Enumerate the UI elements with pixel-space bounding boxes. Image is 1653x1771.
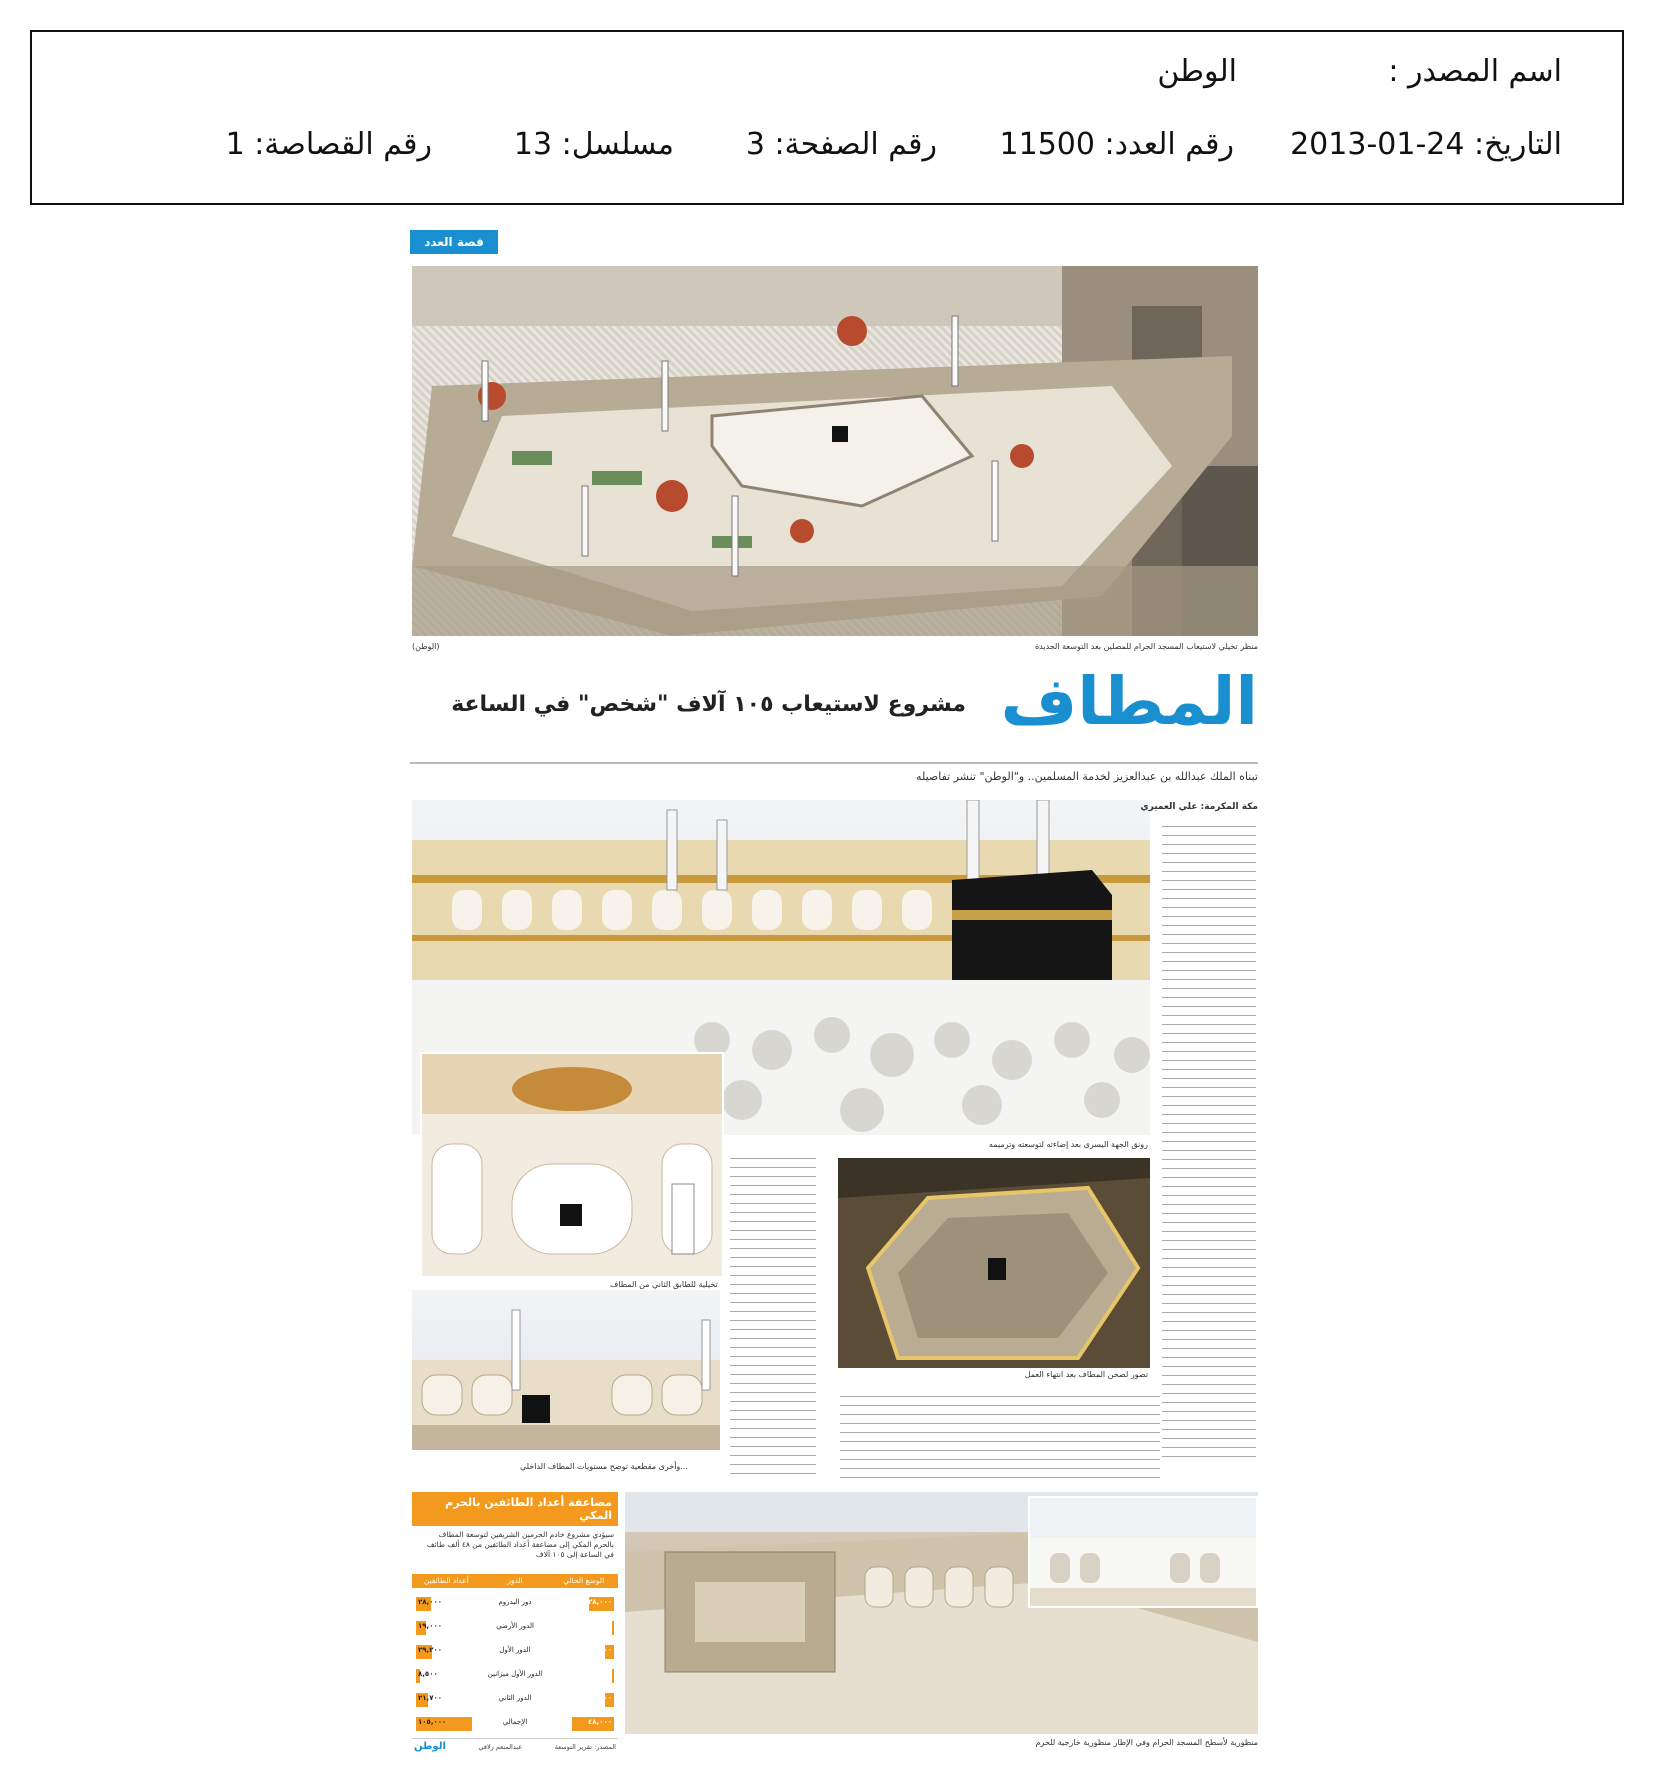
night-mataf-photo — [838, 1158, 1150, 1368]
top-photo-caption: منظر تخيلي لاستيعاب المسجد الحرام للمصلين بعد التوسعة الجديدة — [1034, 642, 1258, 651]
issue-field: رقم العدد: 11500 — [999, 127, 1234, 162]
current-bar — [612, 1669, 614, 1683]
infobox-source: المصدر: تقرير التوسعة — [554, 1742, 616, 1751]
subheadline: تبناه الملك عبدالله بن عبدالعزيز لخدمة المسلمين.. و"الوطن" تنشر تفاصيله — [916, 770, 1258, 783]
level-label: دور البدروم — [498, 1598, 532, 1606]
exterior-inset-illustration — [1030, 1498, 1256, 1606]
header-level: الدور — [507, 1576, 523, 1585]
section-tag: قصة العدد — [410, 230, 498, 254]
after-value: ١٩,٠٠٠ — [418, 1622, 443, 1630]
headline-divider — [410, 762, 1258, 764]
infobox-row — [412, 1640, 618, 1664]
clip-number-field: رقم القصاصة: 1 — [225, 127, 432, 162]
infobox-row — [412, 1592, 618, 1616]
after-value: ٢١,٧٠٠ — [418, 1694, 443, 1702]
source-value: الوطن — [1157, 54, 1237, 89]
infobox-row — [412, 1712, 618, 1736]
infobox-title: مضاعفة أعداد الطائفين بالحرم المكي — [412, 1492, 618, 1526]
level-label: الإجمالي — [502, 1718, 528, 1726]
top-photo-credit: (الوطن) — [412, 642, 440, 651]
current-value: ٢٨,٠٠٠ — [587, 1598, 612, 1606]
second-floor-rendering — [420, 1052, 724, 1278]
clipping-header-box — [30, 30, 1624, 205]
after-value: ٢٩,٢٠٠ — [418, 1646, 443, 1654]
current-bar — [612, 1621, 614, 1635]
infobox-intro: سيؤدي مشروع خادم الحرمين الشريفين لتوسعة المطاف بالحرم المكي إلى مضاعفة أعداد الطائفين من ٤٨ ألف طائف في الساعة إلى ١٠٥ آلاف — [426, 1530, 614, 1559]
haram-aerial-illustration — [412, 266, 1258, 636]
infobox-row — [412, 1664, 618, 1688]
interior-section-rendering — [412, 1290, 720, 1450]
byline: مكة المكرمة: علي العميري — [1140, 802, 1258, 812]
article-text-column-right — [1162, 820, 1256, 1460]
level-label: الدور الأول — [499, 1646, 531, 1654]
mid-photo-caption: رونق الجهة اليسرى بعد إضاءته لتوسعته وترميمه — [989, 1140, 1148, 1149]
infobox-row — [412, 1688, 618, 1712]
level-label: الدور الأول ميزانين — [487, 1670, 543, 1678]
bottom-photo-caption: منظورية لأسطح المسجد الحرام وفي الإطار منظورية خارجية للحرم — [1035, 1738, 1258, 1747]
infobox-designer: عبدالمنعم زلاقي — [478, 1742, 523, 1751]
current-value: ١٠,٠٠٠ — [587, 1646, 612, 1654]
second-floor-caption: تخيلية للطابق الثاني من المطاف — [610, 1280, 718, 1289]
article-text-column-middle-a — [730, 1152, 816, 1482]
current-value: ١٠,٠٠٠ — [587, 1694, 612, 1702]
top-aerial-photo — [412, 266, 1258, 636]
infobox — [412, 1492, 618, 1752]
headline-main: المطاف — [1000, 663, 1258, 740]
current-value: ٤٨,٠٠٠ — [587, 1718, 612, 1726]
header-current: الوضع الحالي — [563, 1576, 605, 1585]
after-value: ١٠٥,٠٠٠ — [418, 1718, 447, 1726]
level-label: الدور الأرضي — [496, 1622, 534, 1630]
infobox-row — [412, 1616, 618, 1640]
infobox-table-header — [412, 1574, 618, 1588]
level-label: الدور الثاني — [498, 1694, 532, 1702]
after-value: ٨,٥٠٠ — [418, 1670, 438, 1678]
current-value: ٠ — [607, 1670, 612, 1678]
rooftop-inset-exterior — [1028, 1496, 1258, 1608]
source-label: اسم المصدر : — [1388, 54, 1562, 89]
page-field: رقم الصفحة: 3 — [745, 127, 937, 162]
infobox-logo: الوطن — [414, 1741, 446, 1752]
interior-section-illustration — [412, 1290, 720, 1450]
current-value: ٠ — [607, 1622, 612, 1630]
header-pilgrims: أعداد الطائفين — [423, 1576, 469, 1585]
newspaper-clipping — [410, 230, 1258, 1750]
night-mataf-illustration — [838, 1158, 1150, 1368]
headline-secondary: مشروع لاستيعاب ١٠٥ آلاف "شخص" في الساعة — [451, 692, 966, 717]
interior-caption: ...وأخرى مقطعية توضح مستويات المطاف الداخلي — [520, 1462, 688, 1471]
second-floor-illustration — [422, 1054, 722, 1276]
infobox-rows — [412, 1588, 618, 1738]
date-field: التاريخ: 24-01-2013 — [1290, 127, 1562, 162]
article-text-column-middle-b — [840, 1390, 1160, 1482]
after-value: ٢٨,٠٠٠ — [418, 1598, 443, 1606]
night-photo-caption: تصور لصحن المطاف بعد انتهاء العمل — [1024, 1370, 1148, 1379]
serial-field: مسلسل: 13 — [513, 127, 674, 162]
